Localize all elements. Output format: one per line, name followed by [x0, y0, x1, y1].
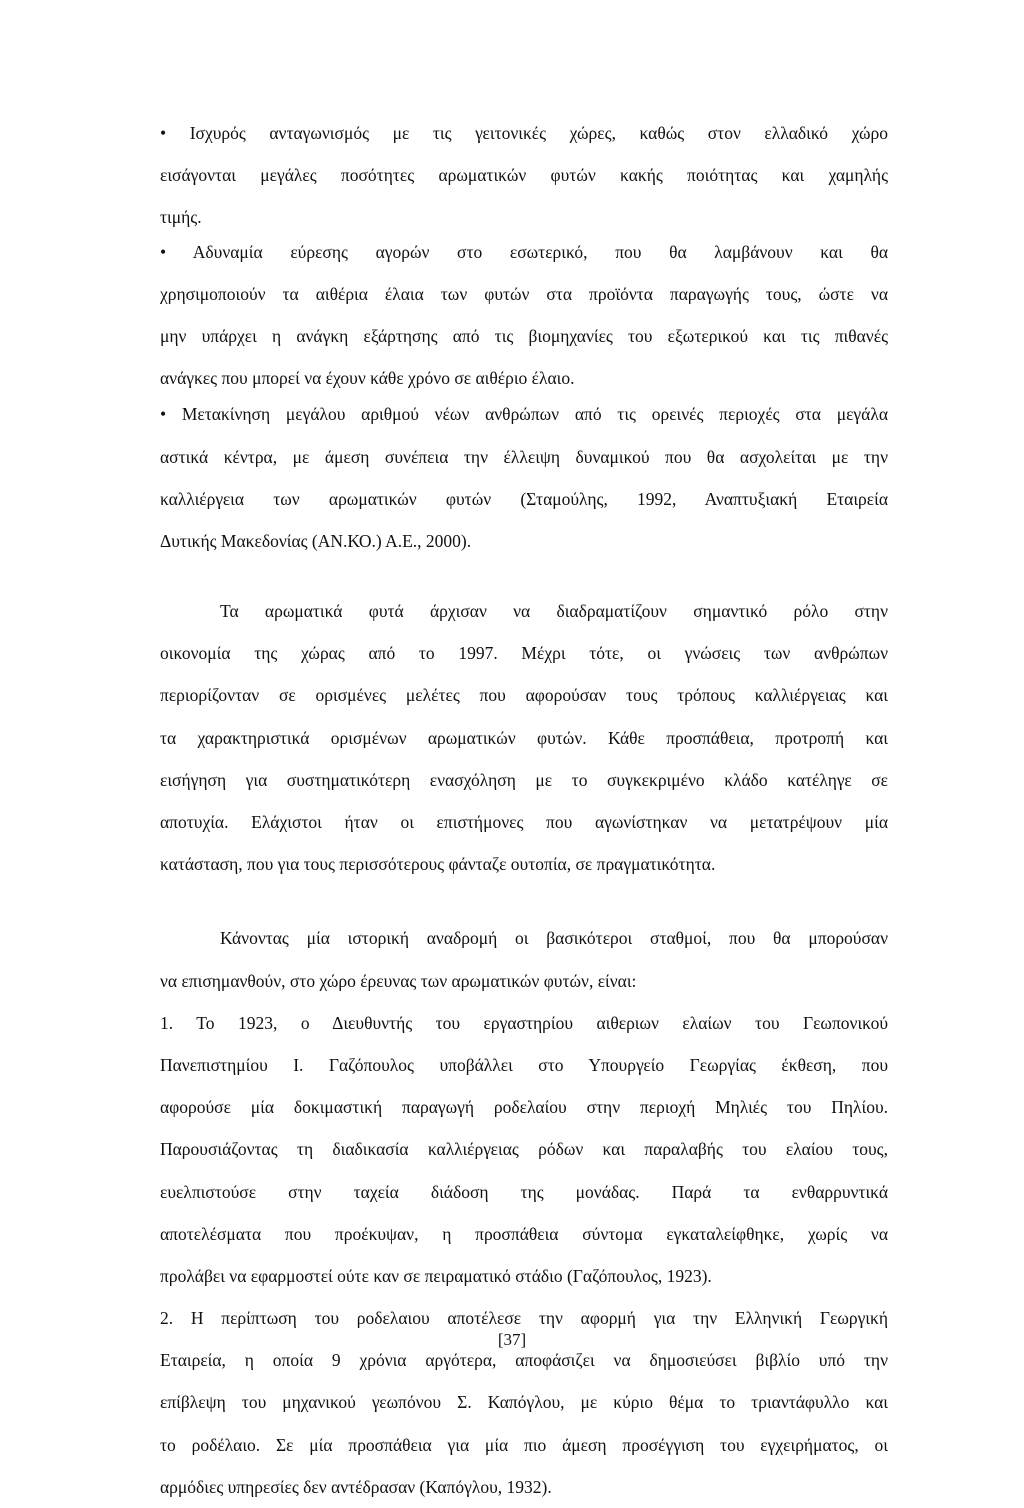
text-line: εισήγηση για συστηματικότερη ενασχόληση με το συγκεκριμένο κλάδο κατέληγε σε: [160, 769, 888, 790]
text-line: τιμής.: [160, 207, 202, 228]
text-line: αποτυχία. Ελάχιστοι ήταν οι επιστήμονες που αγωνίστηκαν να μετατρέψουν μία: [160, 812, 888, 832]
text-line: • Μετακίνηση μεγάλου αριθμού νέων ανθρώπων από τις ορεινές περιοχές στα μεγάλα: [160, 404, 888, 425]
text-line: Κάνοντας μία ιστορική αναδρομή οι βασικότεροι σταθμοί, που θα μπορούσαν: [220, 928, 888, 949]
page-body: [160, 112, 888, 1508]
text-line: 1. Το 1923, ο Διευθυντής του εργαστηρίου αιθεριων ελαίων του Γεωπονικού: [160, 1012, 888, 1033]
text-line: ευελπιστούσε στην ταχεία διάδοση της μονάδας. Παρά τα ενθαρρυντικά: [160, 1181, 888, 1202]
paragraph-milestones-intro: [160, 917, 888, 1001]
list-item-1923: [160, 1002, 888, 1297]
text-line: οικονομία της χώρας από το 1997. Μέχρι τότε, οι γνώσεις των ανθρώπων: [160, 643, 888, 664]
bullet-competition: [160, 112, 888, 239]
bullet-markets: [160, 231, 888, 400]
text-line: Τα αρωματικά φυτά άρχισαν να διαδραματίζουν σημαντικό ρόλο στην: [220, 601, 888, 622]
text-line: επίβλεψη του μηχανικού γεωπόνου Σ. Καπόγλου, με κύριο θέμα το τριαντάφυλλο και: [160, 1392, 888, 1413]
page-number: [37]: [497, 1330, 527, 1349]
text-line: προλάβει να εφαρμοστεί ούτε καν σε πειραματικό στάδιο (Γαζόπουλος, 1923).: [160, 1265, 712, 1286]
text-line: τα χαρακτηριστικά ορισμένων αρωματικών φυτών. Κάθε προσπάθεια, προτροπή και: [160, 727, 888, 748]
text-line: μην υπάρχει η ανάγκη εξάρτησης από τις βιομηχανίες του εξωτερικού και τις πιθανές: [160, 325, 888, 346]
text-line: Πανεπιστημίου Ι. Γαζόπουλος υποβάλλει στο Υπουργείο Γεωργίας έκθεση, που: [160, 1054, 888, 1075]
text-line: χρησιμοποιούν τα αιθέρια έλαια των φυτών στα προϊόντα παραγωγής τους, ώστε να: [160, 283, 888, 304]
text-line: αστικά κέντρα, με άμεση συνέπεια την έλλειψη δυναμικού που θα ασχολείται με την: [160, 446, 888, 467]
text-line: αφορούσε μία δοκιμαστική παραγωγή ροδελαίου στην περιοχή Μηλιές του Πηλίου.: [160, 1097, 888, 1118]
text-line: περιορίζονταν σε ορισμένες μελέτες που αφορούσαν τους τρόπους καλλιέργειας και: [160, 685, 888, 706]
text-line: 2. Η περίπτωση του ροδελαιου αποτέλεσε την αφορμή για την Ελληνική Γεωργική: [160, 1308, 888, 1329]
text-line: κατάσταση, που για τους περισσότερους φάνταζε ουτοπία, σε πραγματικότητα.: [160, 854, 716, 875]
text-line: ανάγκες που μπορεί να έχουν κάθε χρόνο σε αιθέριο έλαιο.: [160, 368, 575, 389]
text-line: Δυτικής Μακεδονίας (ΑΝ.ΚΟ.) Α.Ε., 2000).: [160, 530, 472, 551]
text-line: • Αδυναμία εύρεσης αγορών στο εσωτερικό, που θα λαμβάνουν και θα: [160, 241, 888, 262]
text-line: • Ισχυρός ανταγωνισμός με τις γειτονικές χώρες, καθώς στον ελλαδικό χώρο: [160, 123, 888, 143]
text-line: αρμόδιες υπηρεσίες δεν αντέδρασαν (Καπόγλου, 1932).: [160, 1476, 552, 1497]
text-line: εισάγονται μεγάλες ποσότητες αρωματικών φυτών κακής ποιότητας και χαμηλής: [160, 165, 888, 186]
bullet-migration: [160, 393, 888, 562]
text-line: να επισημανθούν, στο χώρο έρευνας των αρωματικών φυτών, είναι:: [160, 970, 637, 991]
text-line: αποτελέσματα που προέκυψαν, η προσπάθεια σύντομα εγκαταλείφθηκε, χωρίς να: [160, 1223, 888, 1244]
text-line: το ροδέλαιο. Σε μία προσπάθεια για μία πιο άμεση προσέγγιση του εγχειρήματος, οι: [160, 1434, 888, 1455]
text-line: Παρουσιάζοντας τη διαδικασία καλλιέργειας ρόδων και παραλαβής του ελαίου τους,: [160, 1139, 888, 1160]
text-line: καλλιέργεια των αρωματικών φυτών (Σταμούλης, 1992, Αναπτυξιακή Εταιρεία: [160, 488, 888, 509]
text-line: Εταιρεία, η οποία 9 χρόνια αργότερα, αποφάσιζει να δημοσιεύσει βιβλίο υπό την: [160, 1350, 888, 1371]
paragraph-history: [160, 590, 888, 885]
